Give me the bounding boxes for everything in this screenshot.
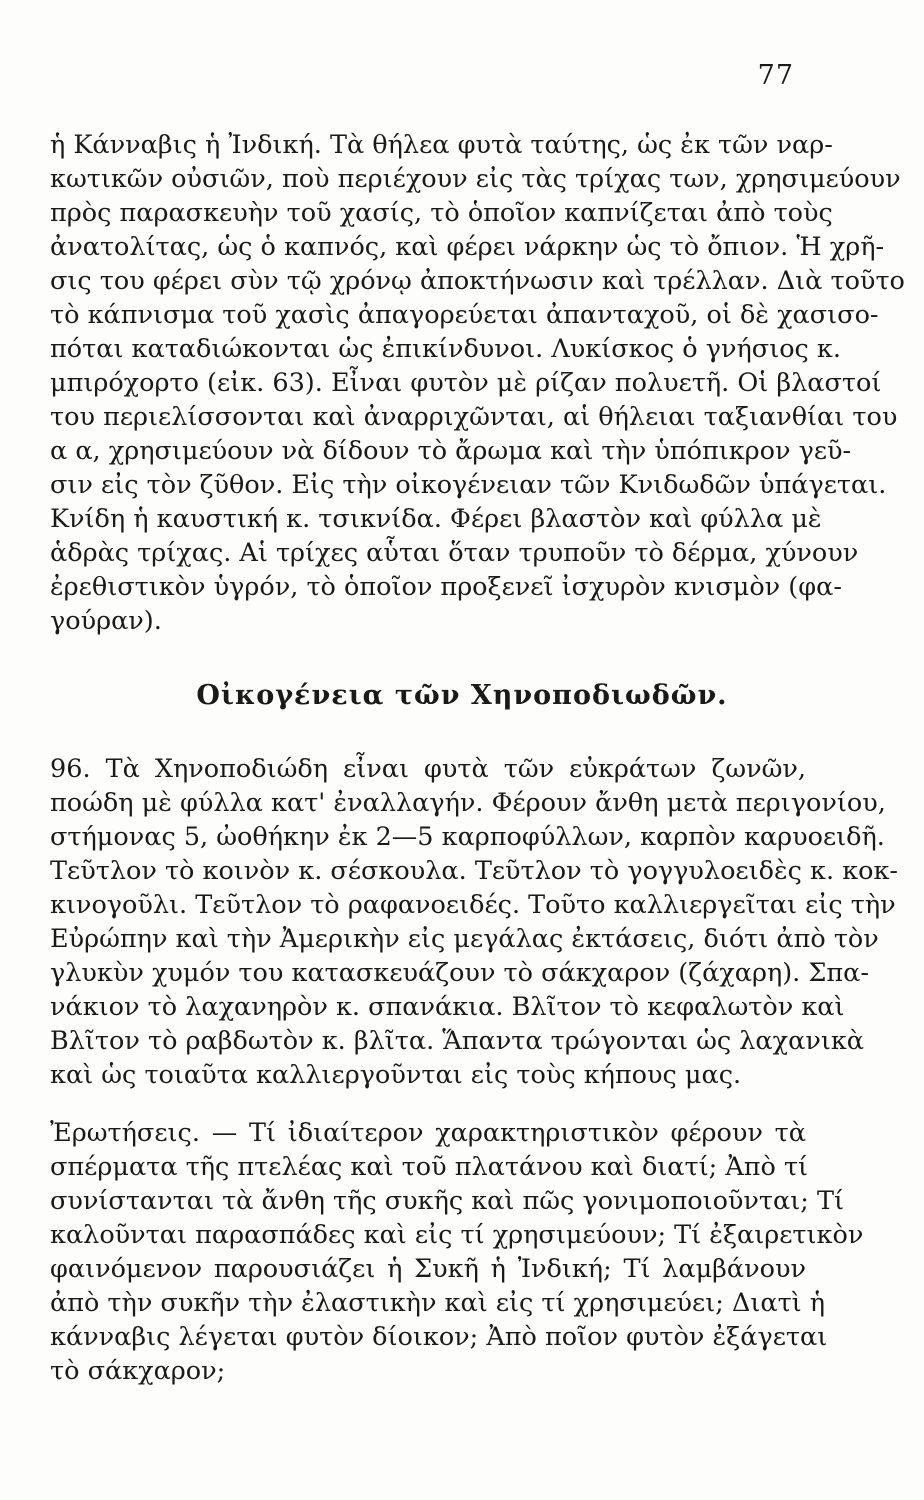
text-line: 96. Τὰ Χηνοποδιώδη εἶναι φυτὰ τῶν εὐκράτων ζωνῶν, — [50, 754, 806, 784]
questions-line: σπέρματα τῆς πτελέας καὶ τοῦ πλατάνου καὶ διατί; Ἀπὸ τί — [50, 1152, 809, 1182]
text-line: ἁδρὰς τρίχας. Αἱ τρίχες αὗται ὅταν τρυποῦν τὸ δέρμα, χύνουν — [50, 538, 859, 568]
text-line: Εὐρώπην καὶ τὴν Ἀμερικὴν εἰς μεγάλας ἐκτάσεις, διότι ἀπὸ τὸν — [50, 924, 879, 954]
text-line: ἀνατολίτας, ὡς ὁ καπνός, καὶ φέρει νάρκην ὡς τὸ ὄπιον. Ἡ χρῆ- — [50, 232, 885, 262]
text-line: ποώδη μὲ φύλλα κατ' ἐναλλαγήν. Φέρουν ἄνθη μετὰ περιγονίου, — [50, 788, 886, 818]
text-line: ἡ Κάνναβις ἡ Ἰνδική. Τὰ θήλεα φυτὰ ταύτης, ὡς ἐκ τῶν ναρ- — [50, 130, 833, 160]
questions-line: ἀπὸ τὴν συκῆν τὴν ἐλαστικὴν καὶ εἰς τί χρησιμεύει; Διατὶ ἡ — [50, 1288, 826, 1318]
section-heading: Οἰκογένεια τῶν Χηνοποδιωδῶν. — [196, 680, 728, 711]
text-line: μπιρόχορτο (εἰκ. 63). Εἶναι φυτὸν μὲ ρίζαν πολυετῆ. Οἱ βλαστοί — [50, 368, 882, 398]
questions-line: φαινόμενον παρουσιάζει ἡ Συκῆ ἡ Ἰνδική; Τί λαμβάνουν — [50, 1254, 806, 1284]
page-number: 77 — [757, 60, 794, 91]
questions-line: καλοῦνται παρασπάδες καὶ εἰς τί χρησιμεύουν; Τί ἐξαιρετικὸν — [50, 1220, 864, 1250]
questions-line: συνίστανται τὰ ἄνθη τῆς συκῆς καὶ πῶς γονιμοποιοῦνται; Τί — [50, 1186, 844, 1216]
text-line: Τεῦτλον τὸ κοινὸν κ. σέσκουλα. Τεῦτλον τὸ γογγυλοειδὲς κ. κοκ- — [50, 856, 899, 886]
questions-line: κάνναβις λέγεται φυτὸν δίοικον; Ἀπὸ ποῖον φυτὸν ἐξάγεται — [50, 1322, 828, 1352]
text-line: σιν εἰς τὸν ζῦθον. Εἰς τὴν οἰκογένειαν τῶν Κνιδωδῶν ὑπάγεται. — [50, 470, 887, 500]
text-line: τὸ κάπνισμα τοῦ χασὶς ἀπαγορεύεται ἀπανταχοῦ, οἱ δὲ χασισο- — [50, 300, 879, 330]
text-line: κινογοῦλι. Τεῦτλον τὸ ραφανοειδές. Τοῦτο καλλιεργεῖται εἰς τὴν — [50, 890, 896, 920]
text-line: κωτικῶν οὐσιῶν, ποὺ περιέχουν εἰς τὰς τρίχας των, χρησιμεύουν — [50, 164, 901, 194]
text-line: στήμονας 5, ὠοθήκην ἐκ 2—5 καρποφύλλων, καρπὸν καρυοειδῆ. — [50, 822, 885, 852]
text-line: πρὸς παρασκευὴν τοῦ χασίς, τὸ ὁποῖον καπνίζεται ἀπὸ τοὺς — [50, 198, 833, 228]
text-line: γλυκὺν χυμόν του κατασκευάζουν τὸ σάκχαρον (ζάχαρη). Σπα- — [50, 958, 870, 988]
text-line: Κνίδη ἡ καυστική κ. τσικνίδα. Φέρει βλαστὸν καὶ φύλλα μὲ — [50, 504, 822, 534]
questions-line: Ἐρωτήσεις. — Τί ἰδιαίτερον χαρακτηριστικὸν φέρουν τὰ — [50, 1118, 806, 1148]
questions-line: τὸ σάκχαρον; — [50, 1356, 226, 1386]
text-line: γούραν). — [50, 606, 162, 636]
text-line: καὶ ὡς τοιαῦτα καλλιεργοῦνται εἰς τοὺς κήπους μας. — [50, 1060, 742, 1090]
text-line: σις του φέρει σὺν τῷ χρόνῳ ἀποκτήνωσιν καὶ τρέλλαν. Διὰ τοῦτο — [50, 266, 905, 296]
text-line: πόται καταδιώκονται ὡς ἐπικίνδυνοι. Λυκίσκος ὁ γνήσιος κ. — [50, 334, 841, 364]
text-line: ἐρεθιστικὸν ὑγρόν, τὸ ὁποῖον προξενεῖ ἰσχυρὸν κνισμὸν (φα- — [50, 572, 842, 602]
text-line: νάκιον τὸ λαχανηρὸν κ. σπανάκια. Βλῖτον τὸ κεφαλωτὸν καὶ — [50, 992, 845, 1022]
text-line: του περιελίσσονται καὶ ἀναρριχῶνται, αἱ θήλειαι ταξιανθίαι του — [50, 402, 898, 432]
text-line: α α, χρησιμεύουν νὰ δίδουν τὸ ἄρωμα καὶ τὴν ὑπόπικρον γεῦ- — [50, 436, 852, 466]
text-line: Βλῖτον τὸ ραβδωτὸν κ. βλῖτα. Ἅπαντα τρώγονται ὡς λαχανικὰ — [50, 1026, 864, 1056]
